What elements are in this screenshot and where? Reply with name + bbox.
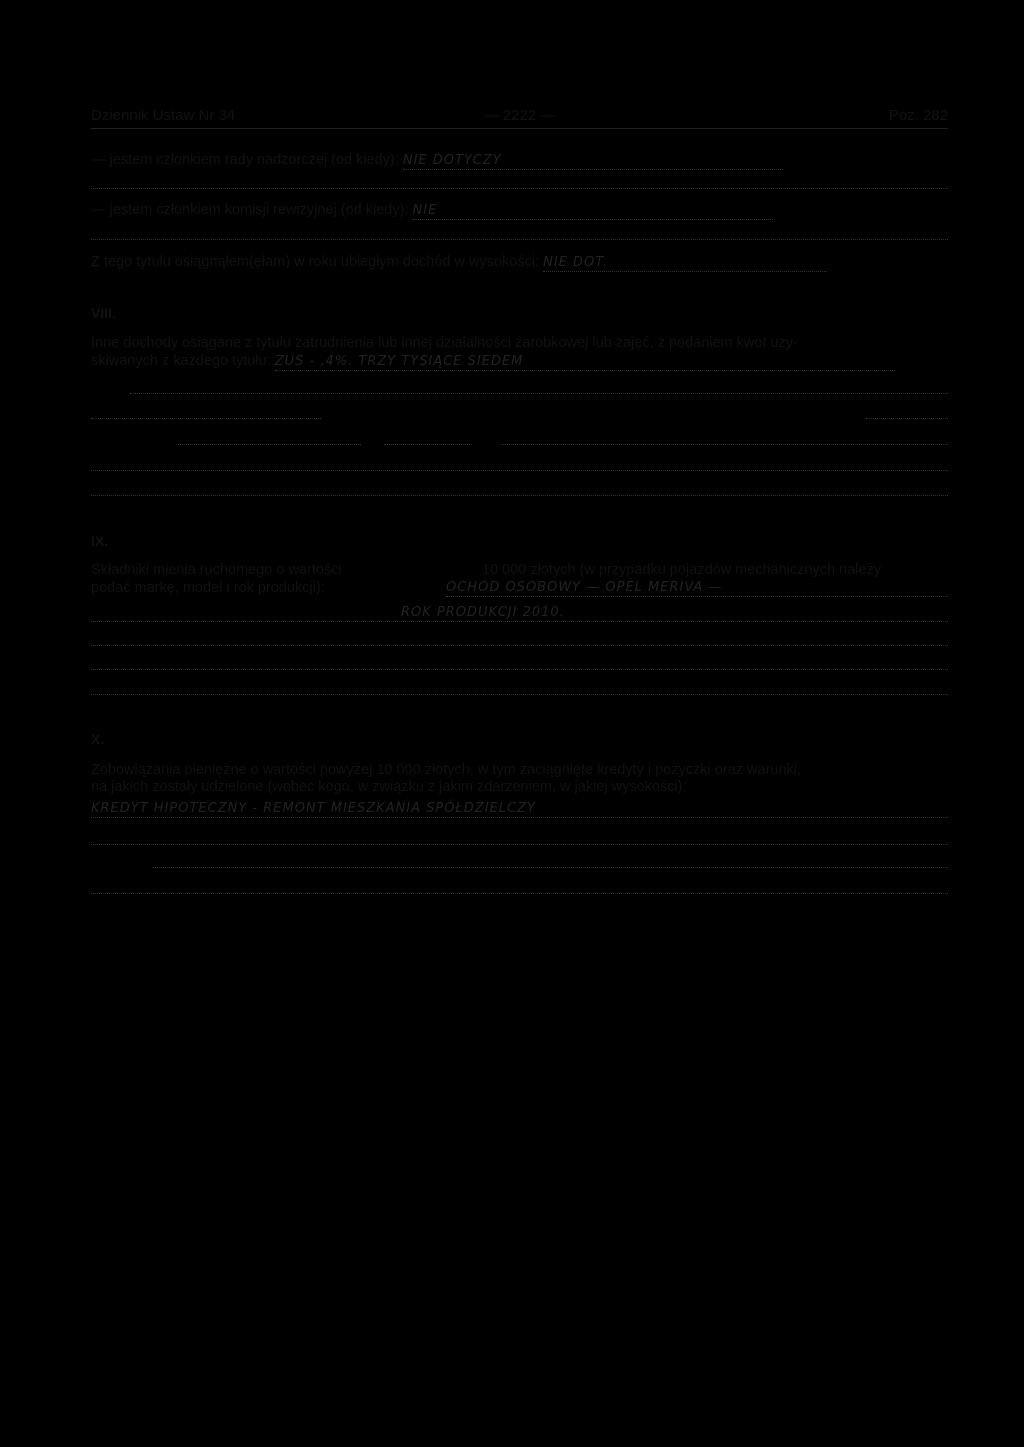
section-viii-text-1: Inne dochody osiągane z tytułu zatrudnienia lub innej działalności zarobkowej lub zajęć, z podaniem kwot uzy-	[91, 335, 798, 351]
dotted-line	[91, 494, 948, 496]
section-ix-row-2	[91, 580, 948, 596]
dotted-line	[153, 866, 948, 868]
dotted-line	[91, 238, 948, 240]
dotted-line	[178, 443, 361, 445]
journal-title: Dziennik Ustaw Nr 34	[91, 107, 236, 124]
dotted-line	[91, 417, 321, 419]
position-number: Poz. 282	[888, 107, 948, 124]
dotted-line	[91, 668, 948, 670]
section-x-number: X.	[91, 731, 105, 747]
section-viii-number: VIII.	[91, 305, 116, 321]
section-ix-number: IX.	[91, 533, 109, 549]
income-answer: NIE DOT.	[543, 255, 827, 272]
income-label: Z tego tytułu osiągnąłem(ęłam) w roku ubiegłym dochód w wysokości:	[91, 254, 540, 270]
header-rule	[91, 128, 948, 129]
dotted-line	[866, 417, 948, 419]
section-x-answer: KREDYT HIPOTECZNY - REMONT MIESZKANIA SPÓŁDZIELCZY	[91, 801, 948, 818]
section-x-text-1: Zobowiązania pieniężne o wartości powyżej 10 000 złotych, w tym zaciągnięte kredyty i pożyczki oraz warunki,	[91, 762, 802, 778]
dotted-line	[130, 392, 948, 394]
audit-committee-row	[91, 202, 948, 220]
section-x-text-2: na jakich zostały udzielone (wobec kogo, w związku z jakim zdarzeniem, w jakiej wysokości):	[91, 779, 687, 795]
supervisory-board-row	[91, 152, 948, 170]
section-ix-answer-2: ROK PRODUKCJI 2010.	[91, 605, 948, 622]
dotted-line	[384, 443, 472, 445]
section-ix-row-3	[91, 604, 948, 622]
dotted-line	[91, 693, 948, 695]
section-viii-row-2	[91, 353, 948, 371]
section-ix-text-1b: 10 000 złotych (w przypadku pojazdów mechanicznych należy	[482, 562, 881, 578]
dotted-line	[91, 187, 948, 189]
section-ix-text-2: podać markę, model i rok produkcji):	[91, 580, 325, 596]
page-number: — 2222 —	[483, 107, 556, 124]
section-viii-answer: ZUS - ,4%. TRZY TYSIĄCE SIEDEM	[275, 354, 895, 371]
dotted-line	[91, 469, 948, 471]
section-ix-answer-1: OCHÓD OSOBOWY — OPEL MERIVA —	[446, 580, 948, 597]
dotted-line	[91, 843, 948, 845]
dotted-line	[91, 644, 948, 646]
income-row	[91, 254, 948, 272]
supervisory-board-answer: NIE DOTYCZY	[403, 153, 783, 170]
section-x-row-3	[91, 800, 948, 818]
supervisory-board-label: — jestem członkiem rady nadzorczej (od kiedy):	[91, 152, 399, 168]
section-ix-text-1a: Składniki mienia ruchomego o wartości	[91, 562, 342, 578]
dotted-line	[501, 443, 948, 445]
audit-committee-label: — jestem członkiem komisji rewizyjnej (od kiedy):	[91, 202, 409, 218]
audit-committee-answer: NIE	[413, 203, 773, 220]
section-viii-text-2: skiwanych z każdego tytułu:	[91, 353, 271, 369]
dotted-line	[91, 892, 948, 894]
section-ix-row-1	[91, 562, 948, 578]
